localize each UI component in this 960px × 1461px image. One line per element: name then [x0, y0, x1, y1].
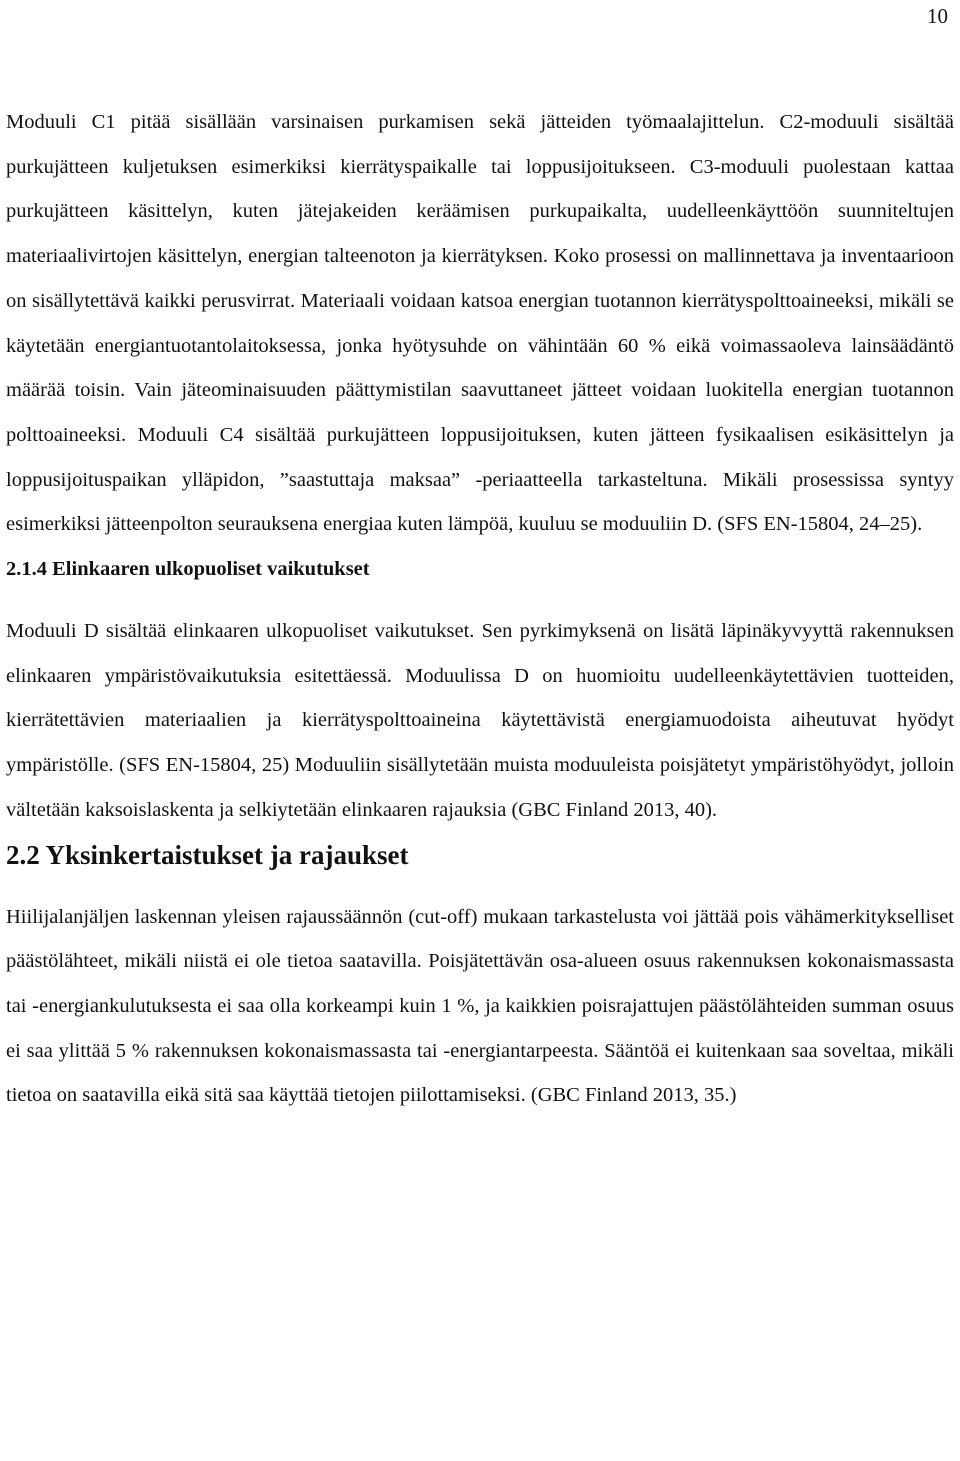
- subsection-heading-2-1-4: 2.1.4 Elinkaaren ulkopuoliset vaikutukset: [6, 558, 370, 581]
- section-heading-2-2: 2.2 Yksinkertaistukset ja rajaukset: [6, 839, 409, 870]
- paragraph-cut-off-rule: Hiilijalanjäljen laskennan yleisen rajaussäännön (cut-off) mukaan tarkastelusta voi jättää pois vähämerkitykselliset päästölähteet, mikäli niistä ei ole tietoa saatavilla. Poisjätettävän osa-alueen osuus rakennuksen kokonaismassasta tai -energiankulutuksesta ei saa olla korkeampi kuin 1 %, ja kaikkien poisrajattujen päästölähteiden summan osuus ei saa ylittää 5 % rakennuksen kokonaismassasta tai -energiantarpeesta. Sääntöä ei kuitenkaan saa soveltaa, mikäli tietoa on saatavilla eikä sitä saa käyttää tietojen piilottamiseksi. (GBC Finland 2013, 35.): [6, 905, 954, 1107]
- paragraph-module-d: Moduuli D sisältää elinkaaren ulkopuoliset vaikutukset. Sen pyrkimyksenä on lisätä läpinäkyvyyttä rakennuksen elinkaaren ympäristövaikutuksia esitettäessä. Moduulissa D on huomioitu uudelleenkäytettävien tuotteiden, kierrätettävien materiaalien ja kierrätyspolttoaineina käytettävistä energiamuodoista aiheutuvat hyödyt ympäristölle. (SFS EN-15804, 25) Moduuliin sisällytetään muista moduuleista poisjätetyt ympäristöhyödyt, jolloin vältetään kaksoislaskenta ja selkiytetään elinkaaren rajauksia (GBC Finland 2013, 40).: [6, 620, 954, 821]
- paragraph-modules-c: Moduuli C1 pitää sisällään varsinaisen purkamisen sekä jätteiden työmaalajittelun. C2-moduuli sisältää purkujätteen kuljetuksen esimerkiksi kierrätyspaikalle tai loppusijoitukseen. C3-moduuli puolestaan kattaa purkujätteen käsittelyn, kuten jätejakeiden keräämisen purkupaikalta, uudelleenkäyttöön suunniteltujen materiaalivirtojen käsittelyn, energian talteenoton ja kierrätyksen. Koko prosessi on mallinnettava ja inventaarioon on sisällytettävä kaikki perusvirrat. Materiaali voidaan katsoa energian tuotannon kierrätyspolttoaineeksi, mikäli se käytetään energiantuotantolaitoksessa, jonka hyötysuhde on vähintään 60 % eikä voimassaoleva lainsäädäntö määrää toisin. Vain jäteominaisuuden päättymistilan saavuttaneet jätteet voidaan luokitella energian tuotannon polttoaineeksi. Moduuli C4 sisältää purkujätteen loppusijoituksen, kuten jätteen fysikaalisen esikäsittelyn ja loppusijoituspaikan ylläpidon, ”saastuttaja maksaa” -periaatteella tarkasteltuna. Mikäli prosessissa syntyy esimerkiksi jätteenpolton seurauksena energiaa kuten lämpöä, kuuluu se moduuliin D. (SFS EN-15804, 24–25).: [6, 111, 954, 536]
- page-number: 10: [927, 4, 948, 28]
- document-body: [6, 100, 954, 1118]
